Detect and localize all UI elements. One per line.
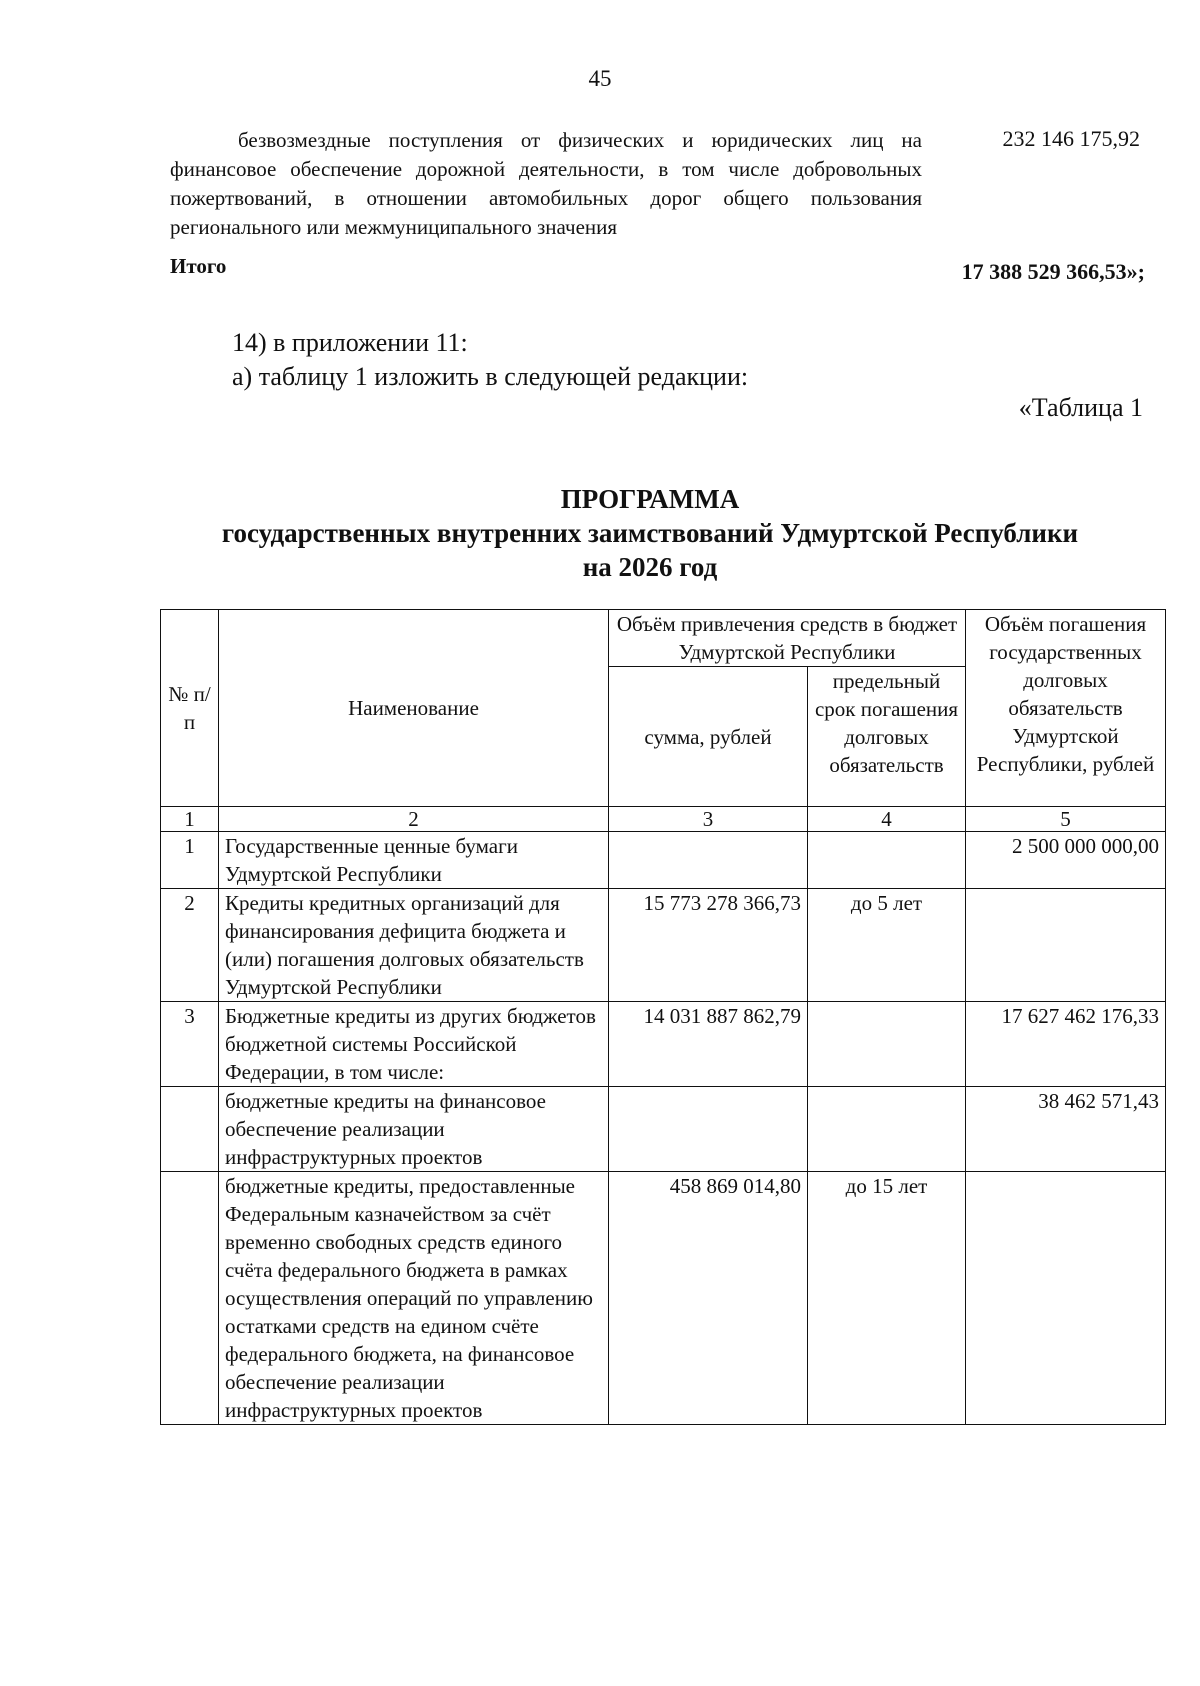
table-row <box>161 1087 1166 1172</box>
column-index: 1 <box>161 807 219 832</box>
row-repay: 17 627 462 176,33 <box>966 1002 1166 1087</box>
intro-text: безвозмездные поступления от физических и юридических лиц на финансовое обеспечение дорожной деятельности, в том числе добровольных пожертвований, в отношении автомобильных дорог общего пользования регионального или межмуниципального значения <box>170 128 922 239</box>
intro-paragraph <box>170 126 922 242</box>
program-subtitle: государственных внутренних заимствований Удмуртской Республики <box>221 518 1079 548</box>
column-index: 5 <box>966 807 1166 832</box>
intro-amount: 232 146 175,92 <box>1002 126 1140 151</box>
row-num: 1 <box>161 832 219 889</box>
row-sum <box>609 1087 808 1172</box>
header-num: № п/п <box>161 610 219 807</box>
row-repay <box>966 1172 1166 1425</box>
header-repay: Объём погашения государственных долговых обязательств Удмуртской Республики, рублей <box>966 610 1166 807</box>
table-row <box>161 889 1166 1002</box>
program-title: ПРОГРАММА <box>560 484 740 514</box>
header-name: Наименование <box>219 610 609 807</box>
row-sum: 15 773 278 366,73 <box>609 889 808 1002</box>
row-num <box>161 1172 219 1425</box>
row-term <box>808 832 966 889</box>
row-repay <box>966 889 1166 1002</box>
header-term: предельный срок погашения долговых обязательств <box>808 667 966 807</box>
header-sum: сумма, рублей <box>609 667 808 807</box>
row-term: до 15 лет <box>808 1172 966 1425</box>
row-term <box>808 1002 966 1087</box>
row-term <box>808 1087 966 1172</box>
row-name: бюджетные кредиты, предоставленные Федеральным казначейством за счёт временно свободных средств единого счёта федерального бюджета в рамках осуществления операций по управлению остатками средств на едином счёте федерального бюджета, на финансовое обеспечение реализации инфраструктурных проектов <box>219 1172 609 1425</box>
column-index: 4 <box>808 807 966 832</box>
program-year: на 2026 год <box>582 552 718 582</box>
row-num: 3 <box>161 1002 219 1087</box>
header-attract-group: Объём привлечения средств в бюджет Удмуртской Республики <box>609 610 966 667</box>
row-repay: 2 500 000 000,00 <box>966 832 1166 889</box>
column-index-row <box>161 807 1166 832</box>
total-value: 17 388 529 366,53»; <box>961 259 1145 284</box>
row-sum <box>609 832 808 889</box>
total-label: Итого <box>170 254 227 278</box>
page-number: 45 <box>588 66 612 91</box>
borrowing-program-table <box>160 609 1166 1425</box>
row-sum: 458 869 014,80 <box>609 1172 808 1425</box>
column-index: 3 <box>609 807 808 832</box>
row-num <box>161 1087 219 1172</box>
row-name: Кредиты кредитных организаций для финансирования дефицита бюджета и (или) погашения долговых обязательств Удмуртской Республики <box>219 889 609 1002</box>
column-index: 2 <box>219 807 609 832</box>
row-term: до 5 лет <box>808 889 966 1002</box>
row-name: Бюджетные кредиты из других бюджетов бюджетной системы Российской Федерации, в том числе: <box>219 1002 609 1087</box>
clause-14: 14) в приложении 11: <box>232 328 468 357</box>
table-row <box>161 1172 1166 1425</box>
row-num: 2 <box>161 889 219 1002</box>
table-row <box>161 1002 1166 1087</box>
row-sum: 14 031 887 862,79 <box>609 1002 808 1087</box>
clause-a: а) таблицу 1 изложить в следующей редакции: <box>232 362 749 391</box>
row-repay: 38 462 571,43 <box>966 1087 1166 1172</box>
row-name: Государственные ценные бумаги Удмуртской Республики <box>219 832 609 889</box>
table-row <box>161 832 1166 889</box>
row-name: бюджетные кредиты на финансовое обеспечение реализации инфраструктурных проектов <box>219 1087 609 1172</box>
table-reference: «Таблица 1 <box>1018 393 1143 422</box>
